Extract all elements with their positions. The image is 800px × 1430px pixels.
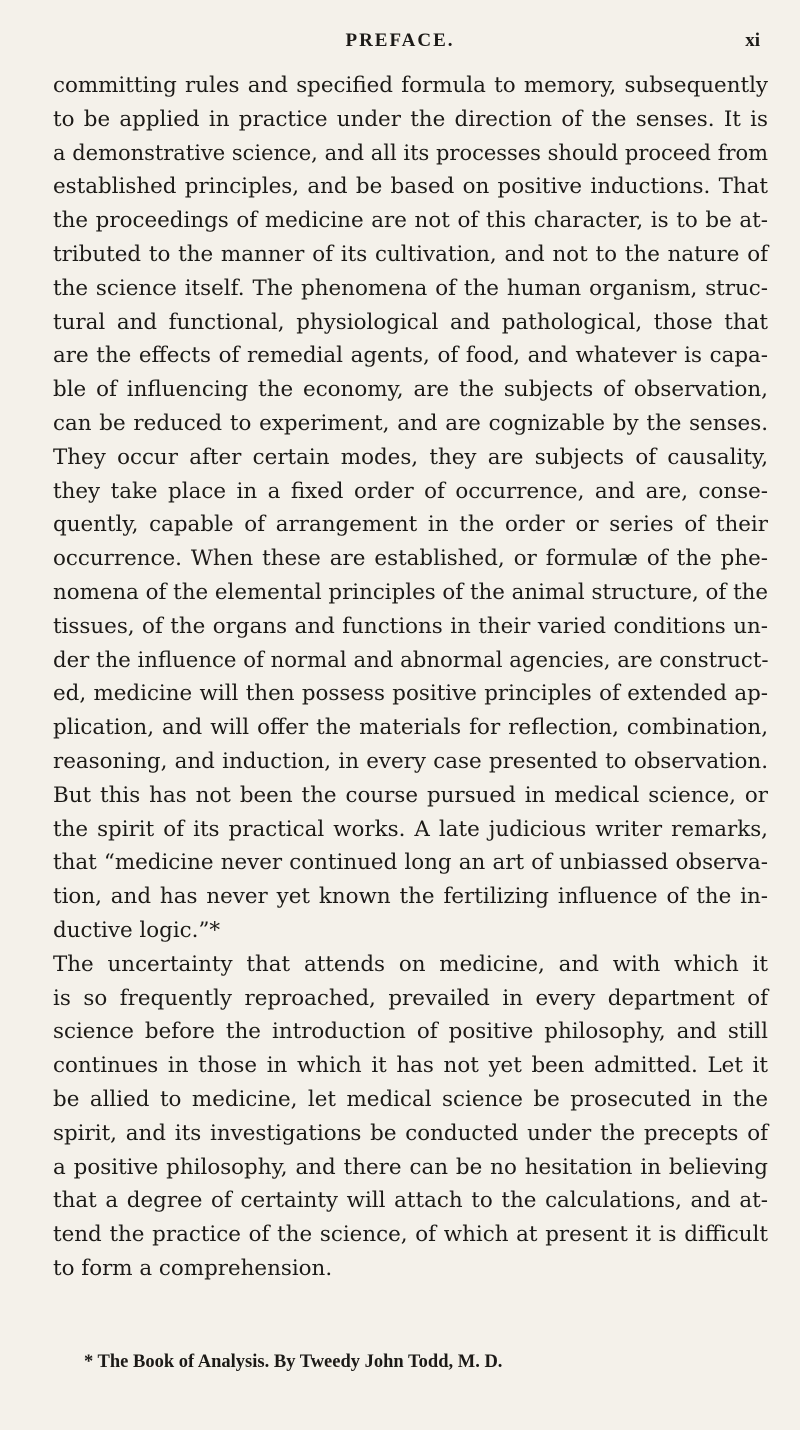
text-line: The uncertainty that attends on medicine, and with which it	[53, 951, 768, 977]
footnote: * The Book of Analysis. By Tweedy John Todd, M. D.	[84, 1352, 503, 1372]
text-line: ductive logic.”*	[53, 917, 221, 943]
text-line: ed, medicine will then possess positive principles of extended ap-	[53, 681, 768, 707]
text-line: spirit, and its investigations be conducted under the precepts of	[53, 1120, 768, 1146]
text-line: a demonstrative science, and all its processes should proceed from	[53, 140, 768, 165]
text-line: a positive philosophy, and there can be no hesitation in believing	[53, 1154, 768, 1180]
text-line: to be applied in practice under the direction of the senses. It is	[53, 106, 768, 132]
body-text	[53, 69, 768, 1286]
text-line: tributed to the manner of its cultivation, and not to the nature of	[53, 241, 768, 267]
text-line: tural and functional, physiological and pathological, those that	[53, 309, 768, 335]
text-line: continues in those in which it has not yet been admitted. Let it	[53, 1053, 768, 1079]
text-line: tion, and has never yet known the fertilizing influence of the in-	[53, 884, 768, 910]
text-line: the spirit of its practical works. A late judicious writer remarks,	[53, 816, 768, 842]
text-line: occurrence. When these are established, or formulæ of the phe-	[53, 546, 768, 572]
page-number: xi	[745, 30, 760, 51]
text-line: plication, and will offer the materials for reflection, combination,	[53, 715, 768, 741]
text-line: the proceedings of medicine are not of this character, is to be at-	[53, 208, 768, 234]
text-line: is so frequently reproached, prevailed in every department of	[53, 985, 768, 1011]
text-line: established principles, and be based on positive inductions. That	[53, 174, 768, 200]
text-line: der the influence of normal and abnormal agencies, are construct-	[53, 647, 769, 673]
text-line: reasoning, and induction, in every case presented to observation.	[53, 748, 768, 774]
text-line: are the effects of remedial agents, of food, and whatever is capa-	[53, 343, 768, 369]
paragraph-1	[53, 69, 768, 948]
text-line: They occur after certain modes, they are subjects of causality,	[53, 444, 768, 470]
text-line: they take place in a fixed order of occurrence, and are, conse-	[53, 478, 768, 504]
text-line: can be reduced to experiment, and are cognizable by the senses.	[53, 410, 768, 436]
text-line: quently, capable of arrangement in the order or series of their	[53, 512, 768, 538]
text-line: science before the introduction of positive philosophy, and still	[53, 1019, 768, 1045]
text-line: But this has not been the course pursued in medical science, or	[53, 782, 768, 808]
text-line: that “medicine never continued long an art of unbiassed observa-	[53, 850, 768, 876]
text-line: ble of influencing the economy, are the subjects of observation,	[53, 377, 768, 403]
text-line: to form a comprehension.	[53, 1255, 333, 1281]
text-line: be allied to medicine, let medical science be prosecuted in the	[53, 1086, 768, 1112]
text-line: the science itself. The phenomena of the human organism, struc-	[53, 275, 768, 301]
text-line: tend the practice of the science, of which at present it is difficult	[53, 1222, 768, 1248]
paragraph-2	[53, 948, 768, 1286]
text-line: committing rules and specified formula to memory, subsequently	[53, 73, 768, 98]
text-line: nomena of the elemental principles of the animal structure, of the	[53, 579, 768, 605]
running-title: PREFACE.	[345, 30, 455, 51]
text-line: tissues, of the organs and functions in their varied conditions un-	[53, 613, 768, 639]
running-head	[0, 30, 800, 60]
text-line: that a degree of certainty will attach to the calculations, and at-	[53, 1188, 768, 1214]
